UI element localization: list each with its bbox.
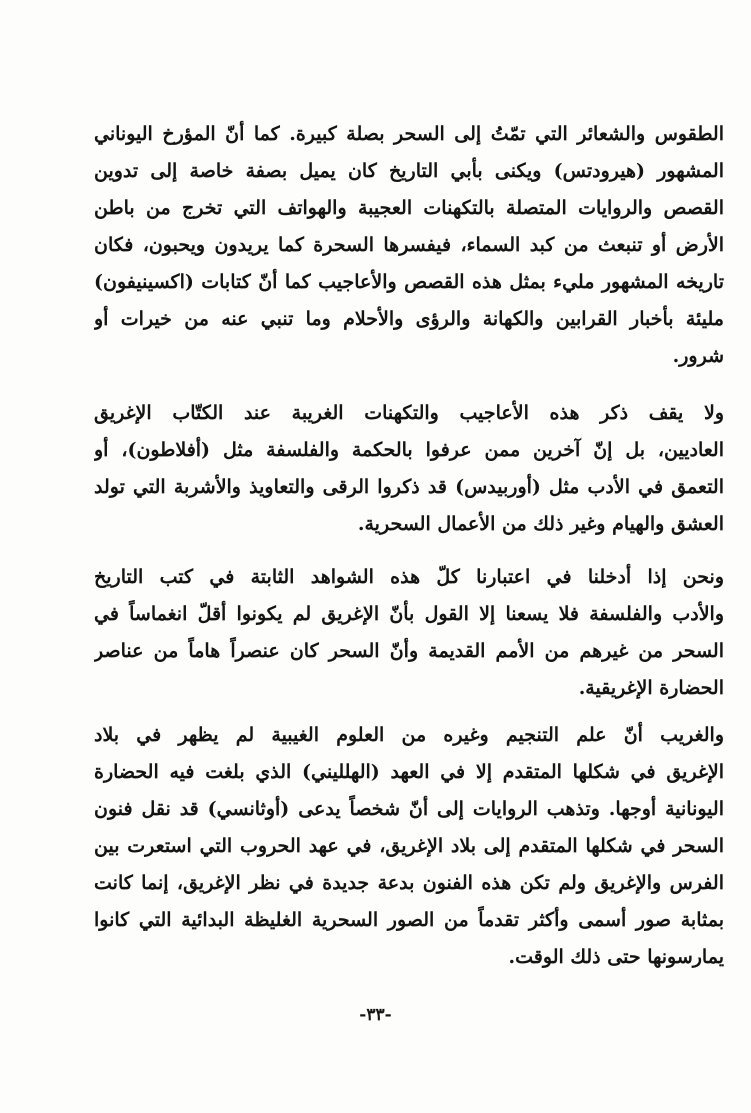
paragraph-line: الإغريق في شكلها المتقدم إلا في العهد (الهلليني) الذي بلغت فيه الحضارة: [94, 761, 724, 783]
paragraph-line: الحضارة الإغريقية.: [578, 677, 724, 699]
paragraph-line: السحر في شكلها المتقدم إلى بلاد الإغريق، في عهد الحروب التي استعرت بين: [94, 835, 724, 857]
paragraph-line: الفرس والإغريق ولم تكن هذه الفنون بدعة جديدة في نظر الإغريق، إنما كانت: [94, 872, 724, 894]
paragraph-line: تاريخه المشهور مليء بمثل هذه القصص والأعاجيب كما أنّ كتابات (اكسينيفون): [94, 271, 724, 293]
paragraph-line: ولا يقف ذكر هذه الأعاجيب والتكهنات الغريبة عند الكتّاب الإغريق: [94, 402, 724, 424]
paragraph-2: [94, 395, 724, 543]
paragraph-line: التعمق في الأدب مثل (أوربيدس) قد ذكروا الرقى والتعاويذ والأشربة التي تولد: [94, 476, 724, 498]
page-number: -٣٣-: [359, 1005, 392, 1025]
paragraph-line: العشق والهيام وغير ذلك من الأعمال السحرية.: [357, 513, 724, 535]
paragraph-line: المشهور (هيرودتس) ويكنى بأبي التاريخ كان يميل بصفة خاصة إلى تدوين: [94, 160, 724, 182]
paragraph-1: [94, 116, 724, 375]
paragraph-line: الأرض أو تنبعث من كبد السماء، فيفسرها السحرة كما يريدون ويحبون، فكان: [94, 234, 724, 256]
paragraph-4: [94, 717, 724, 976]
paragraph-line: الطقوس والشعائر التي تمّتُ إلى السحر بصلة كبيرة. كما أنّ المؤرخ اليوناني: [94, 123, 724, 145]
paragraph-line: مليئة بأخبار القرابين والكهانة والرؤى والأحلام وما تنبي عنه من خيرات أو: [94, 308, 724, 330]
paragraph-line: اليونانية أوجها. وتذهب الروايات إلى أنّ شخصاً يدعى (أوثانسي) قد نقل فنون: [94, 798, 724, 820]
paragraph-line: شرور.: [672, 345, 724, 367]
paragraph-line: ونحن إذا أدخلنا في اعتبارنا كلّ هذه الشواهد الثابتة في كتب التاريخ: [94, 566, 724, 588]
paragraph-line: القصص والروايات المتصلة بالتكهنات العجيبة والهواتف التي تخرج من باطن: [94, 197, 724, 219]
paragraph-line: السحر من غيرهم من الأمم القديمة وأنّ السحر كان عنصراً هاماً من عناصر: [94, 640, 724, 662]
paragraph-line: والأدب والفلسفة فلا يسعنا إلا القول بأنّ الإغريق لم يكونوا أقلّ انغماساً في: [94, 603, 724, 625]
paragraph-line: يمارسونها حتى ذلك الوقت.: [508, 946, 724, 968]
paragraph-line: العاديين، بل إنّ آخرين ممن عرفوا بالحكمة والفلسفة مثل (أفلاطون)، أو: [94, 439, 724, 461]
paragraph-line: والغريب أنّ علم التنجيم وغيره من العلوم الغيبية لم يظهر في بلاد: [94, 724, 724, 746]
paragraph-3: [94, 559, 724, 707]
paragraph-line: بمثابة صور أسمى وأكثر تقدماً من الصور السحرية الغليظة البدائية التي كانوا: [94, 909, 724, 931]
